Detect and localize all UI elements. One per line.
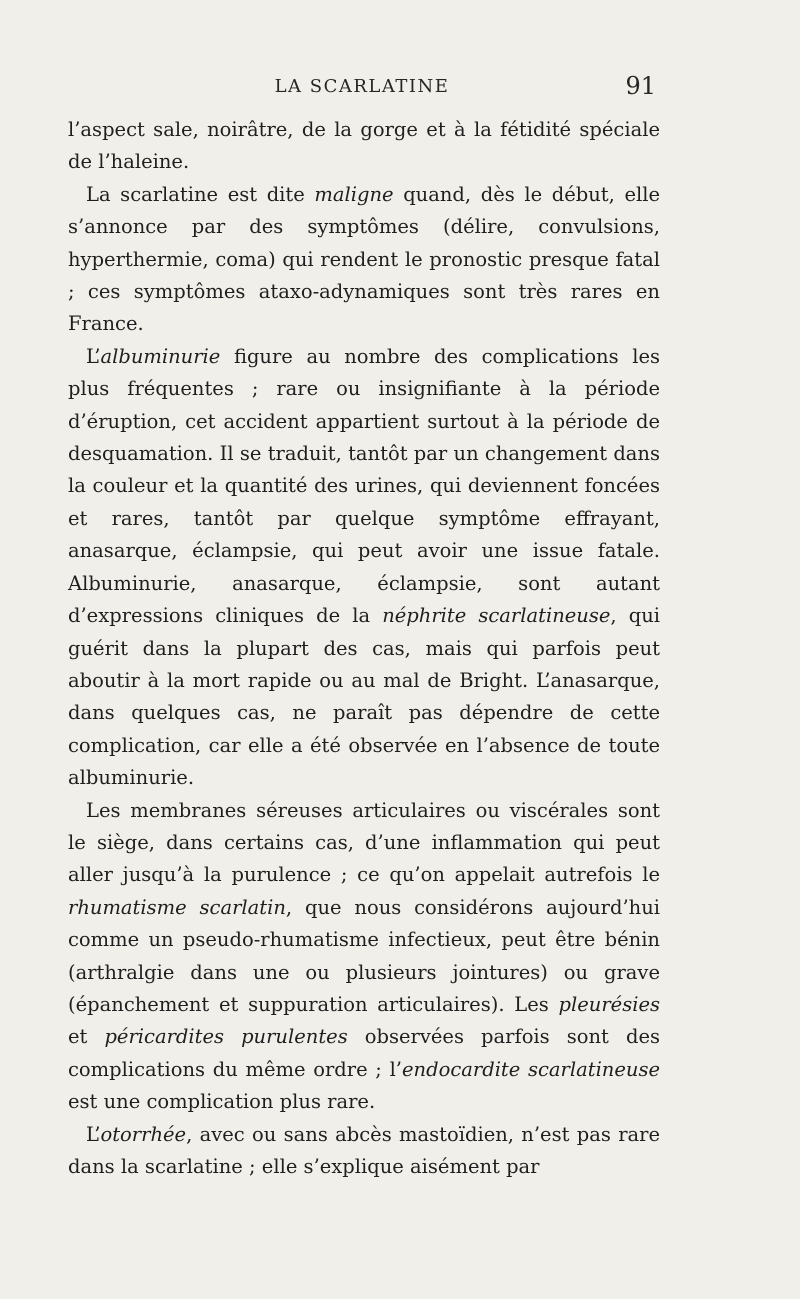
paragraph	[68, 179, 660, 341]
paragraph	[68, 795, 660, 1119]
text-run: , avec ou sans abcès mastoïdien, n’est pas rare dans la scarlatine ; elle s’explique aisément par	[68, 1122, 660, 1178]
italic-term: endocardite scarlatineuse	[402, 1057, 661, 1081]
italic-term: albuminurie	[100, 344, 221, 368]
italic-term: néphrite scarlatineuse	[382, 604, 611, 628]
text-run: et	[68, 1025, 105, 1049]
italic-term: maligne	[314, 182, 394, 206]
text-run: figure au nombre des complications les plus fréquentes ; rare ou insignifiante à la période d’éruption, cet accident appartient surtout à la période de desquamation. Il se traduit, tantôt par un changement dans la couleur et la quantité des urines, qui deviennent foncées et rares, tantôt par quelque symptôme effrayant, anasarque, éclampsie, qui peut avoir une issue fatale. Albuminurie, anasarque, éclampsie, sont autant d’expressions cliniques de la	[68, 344, 660, 628]
text-run: , qui guérit dans la plupart des cas, mais qui parfois peut aboutir à la mort rapide ou au mal de Bright. L’anasarque, dans quelques cas, ne paraît pas dépendre de cette complication, car elle a été observée en l’absence de toute albuminurie.	[68, 604, 660, 790]
text-run: est une complication plus rare.	[68, 1090, 376, 1114]
paragraph	[68, 114, 660, 179]
text-run: Les membranes séreuses articulaires ou viscérales sont le siège, dans certains cas, d’une inflammation qui peut aller jusqu’à la purulence ; ce qu’on appelait autrefois le	[68, 798, 660, 887]
text-run: observées parfois sont des complications du même ordre ; l’	[68, 1025, 660, 1081]
text-run: quand, dès le début, elle s’annonce par des symptômes (délire, convulsions, hyperthermie, coma) qui rendent le pronostic presque fatal ; ces symptômes ataxo-adynamiques sont très rares en France.	[68, 182, 660, 336]
text-run: l’aspect sale, noirâtre, de la gorge et à la fétidité spéciale de l’haleine.	[68, 118, 660, 174]
text-run: L’	[86, 344, 101, 368]
text-run: La scarlatine est dite	[86, 182, 315, 206]
page-number: 91	[625, 72, 656, 100]
italic-term: péricardites purulentes	[104, 1025, 348, 1049]
running-head	[68, 74, 656, 100]
text-run: L’	[86, 1122, 101, 1146]
running-title: LA SCARLATINE	[274, 76, 450, 97]
italic-term: rhumatisme scarlatin	[68, 895, 286, 919]
body-text	[68, 114, 660, 1183]
italic-term: otorrhée	[100, 1122, 187, 1146]
paragraph	[68, 1119, 660, 1184]
text-run: , que nous considérons aujourd’hui comme un pseudo-rhumatisme infectieux, peut être bénin (arthralgie dans une ou plusieurs jointures) ou grave (épanchement et suppuration articulaires). Les	[68, 895, 660, 1016]
paragraph	[68, 341, 660, 795]
italic-term: pleurésies	[558, 992, 660, 1016]
